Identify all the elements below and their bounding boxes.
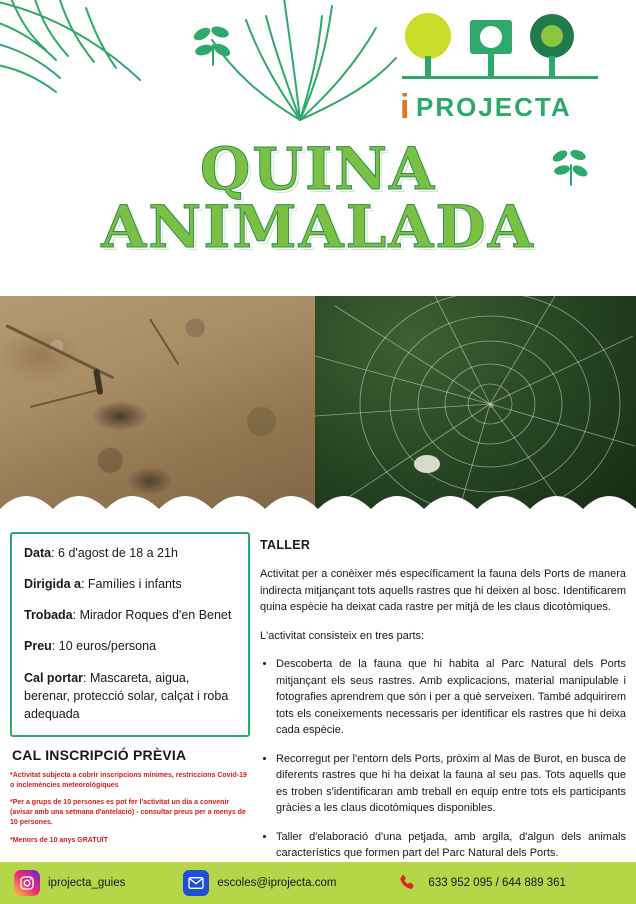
workshop-subintro: L'activitat consisteix en tres parts: bbox=[260, 629, 425, 642]
poster-content bbox=[0, 524, 636, 862]
info-value: Mirador Roques d'en Benet bbox=[79, 608, 232, 623]
workshop-parts-list bbox=[260, 656, 626, 862]
info-value: Famílies i infants bbox=[87, 577, 182, 592]
info-label: Cal portar bbox=[24, 670, 84, 685]
fern-leaf-icon bbox=[0, 0, 210, 114]
poster-title bbox=[0, 135, 636, 261]
info-label: Preu bbox=[24, 639, 52, 654]
info-sep: : bbox=[83, 670, 90, 685]
mail-icon bbox=[183, 870, 209, 896]
info-value: 6 d'agost de 18 a 21h bbox=[58, 546, 178, 560]
phone-icon bbox=[394, 870, 420, 896]
info-sep: : bbox=[51, 639, 59, 654]
workshop-heading: TALLER bbox=[260, 538, 311, 552]
phone-contact[interactable] bbox=[394, 870, 566, 896]
registration-heading: CAL INSCRIPCIÓ PRÈVIA bbox=[12, 746, 187, 763]
list-item: • Descoberta de la fauna que hi habita al Parc Natural dels Ports mitjançant els seus rastres. Amb explicacions, material manipulable i fotografies aprendrem que són i per a què serveixen. També adquirirem tots els coneixements necessaris per identificar els rastres que hi deixa cada espècie. bbox=[276, 656, 626, 739]
email-address: escoles@iprojecta.com bbox=[217, 877, 337, 889]
info-box bbox=[10, 532, 250, 737]
info-label: Trobada bbox=[24, 608, 73, 623]
note-item: *Menors de 10 anys GRATUÏT bbox=[10, 836, 108, 844]
info-sep: : bbox=[51, 546, 59, 560]
spider-web-photo bbox=[315, 296, 636, 524]
instagram-icon bbox=[14, 870, 40, 896]
svg-text:PROJECTA: PROJECTA bbox=[416, 92, 572, 122]
iprojecta-logo bbox=[386, 6, 626, 124]
web-threads bbox=[315, 296, 636, 524]
info-label: Data bbox=[24, 546, 52, 560]
poster-title-line-2: ANIMALADA bbox=[101, 193, 535, 261]
list-item: • Recorregut per l'entorn dels Ports, pròxim al Mas de Burot, en busca de diferents rastres que hi ha deixat la fauna al seu pas. Tots aquells que es troben s'identificaran amb treball en equip entre tots els participants gràcies a les claus dicotòmiques disponibles. bbox=[276, 751, 626, 817]
list-item: • Taller d'elaboració d'una petjada, amb argila, d'algun dels animals característics que formen part del Parc Natural dels Ports. bbox=[276, 829, 626, 862]
small-leaf-sprig-icon bbox=[188, 22, 242, 70]
svg-text:i: i bbox=[400, 88, 410, 124]
info-row bbox=[24, 575, 238, 593]
email-contact[interactable] bbox=[183, 870, 336, 896]
details-column bbox=[10, 532, 250, 862]
info-row bbox=[24, 544, 238, 562]
workshop-intro: Activitat per a conèixer més específicament la fauna dels Ports de manera indirecta mitjançant tots aquells rastres que hi deixen al bosc. Identificarem quina espècie ha deixat cada rastre per mitjà de les claus dicotòmiques. bbox=[260, 568, 626, 613]
info-row bbox=[24, 669, 238, 723]
poster-header bbox=[0, 0, 636, 296]
info-sep: : bbox=[80, 577, 88, 592]
instagram-handle: iprojecta_guies bbox=[48, 877, 126, 889]
palm-frond-icon bbox=[200, 0, 400, 122]
contact-footer bbox=[0, 862, 636, 904]
info-value: 10 euros/persona bbox=[58, 639, 157, 654]
info-sep: : bbox=[72, 608, 80, 623]
workshop-column bbox=[260, 532, 626, 862]
info-row bbox=[24, 637, 238, 655]
note-item: *Activitat subjecta a cobrir inscripcions mínimes, restriccions Covid-19 o inclemències meteorològiques bbox=[10, 771, 247, 790]
scalloped-divider bbox=[0, 491, 636, 525]
poster-title-line-1: QUINA bbox=[199, 135, 437, 203]
animal-tracks-photo bbox=[0, 296, 315, 524]
info-label: Dirigida a bbox=[24, 577, 81, 592]
info-value: Mascareta, aigua, berenar, protecció solar, calçat i roba adequada bbox=[24, 670, 229, 721]
phone-numbers: 633 952 095 / 644 889 361 bbox=[428, 877, 566, 889]
info-row bbox=[24, 606, 238, 624]
photo-strip bbox=[0, 296, 636, 524]
note-item: *Per a grups de 10 persones es pot fer l'activitat un dia a convenir (avisar amb una setmana d'antelació) - consultar preus per a menys de 10 persones. bbox=[10, 799, 246, 827]
instagram-contact[interactable] bbox=[14, 870, 125, 896]
